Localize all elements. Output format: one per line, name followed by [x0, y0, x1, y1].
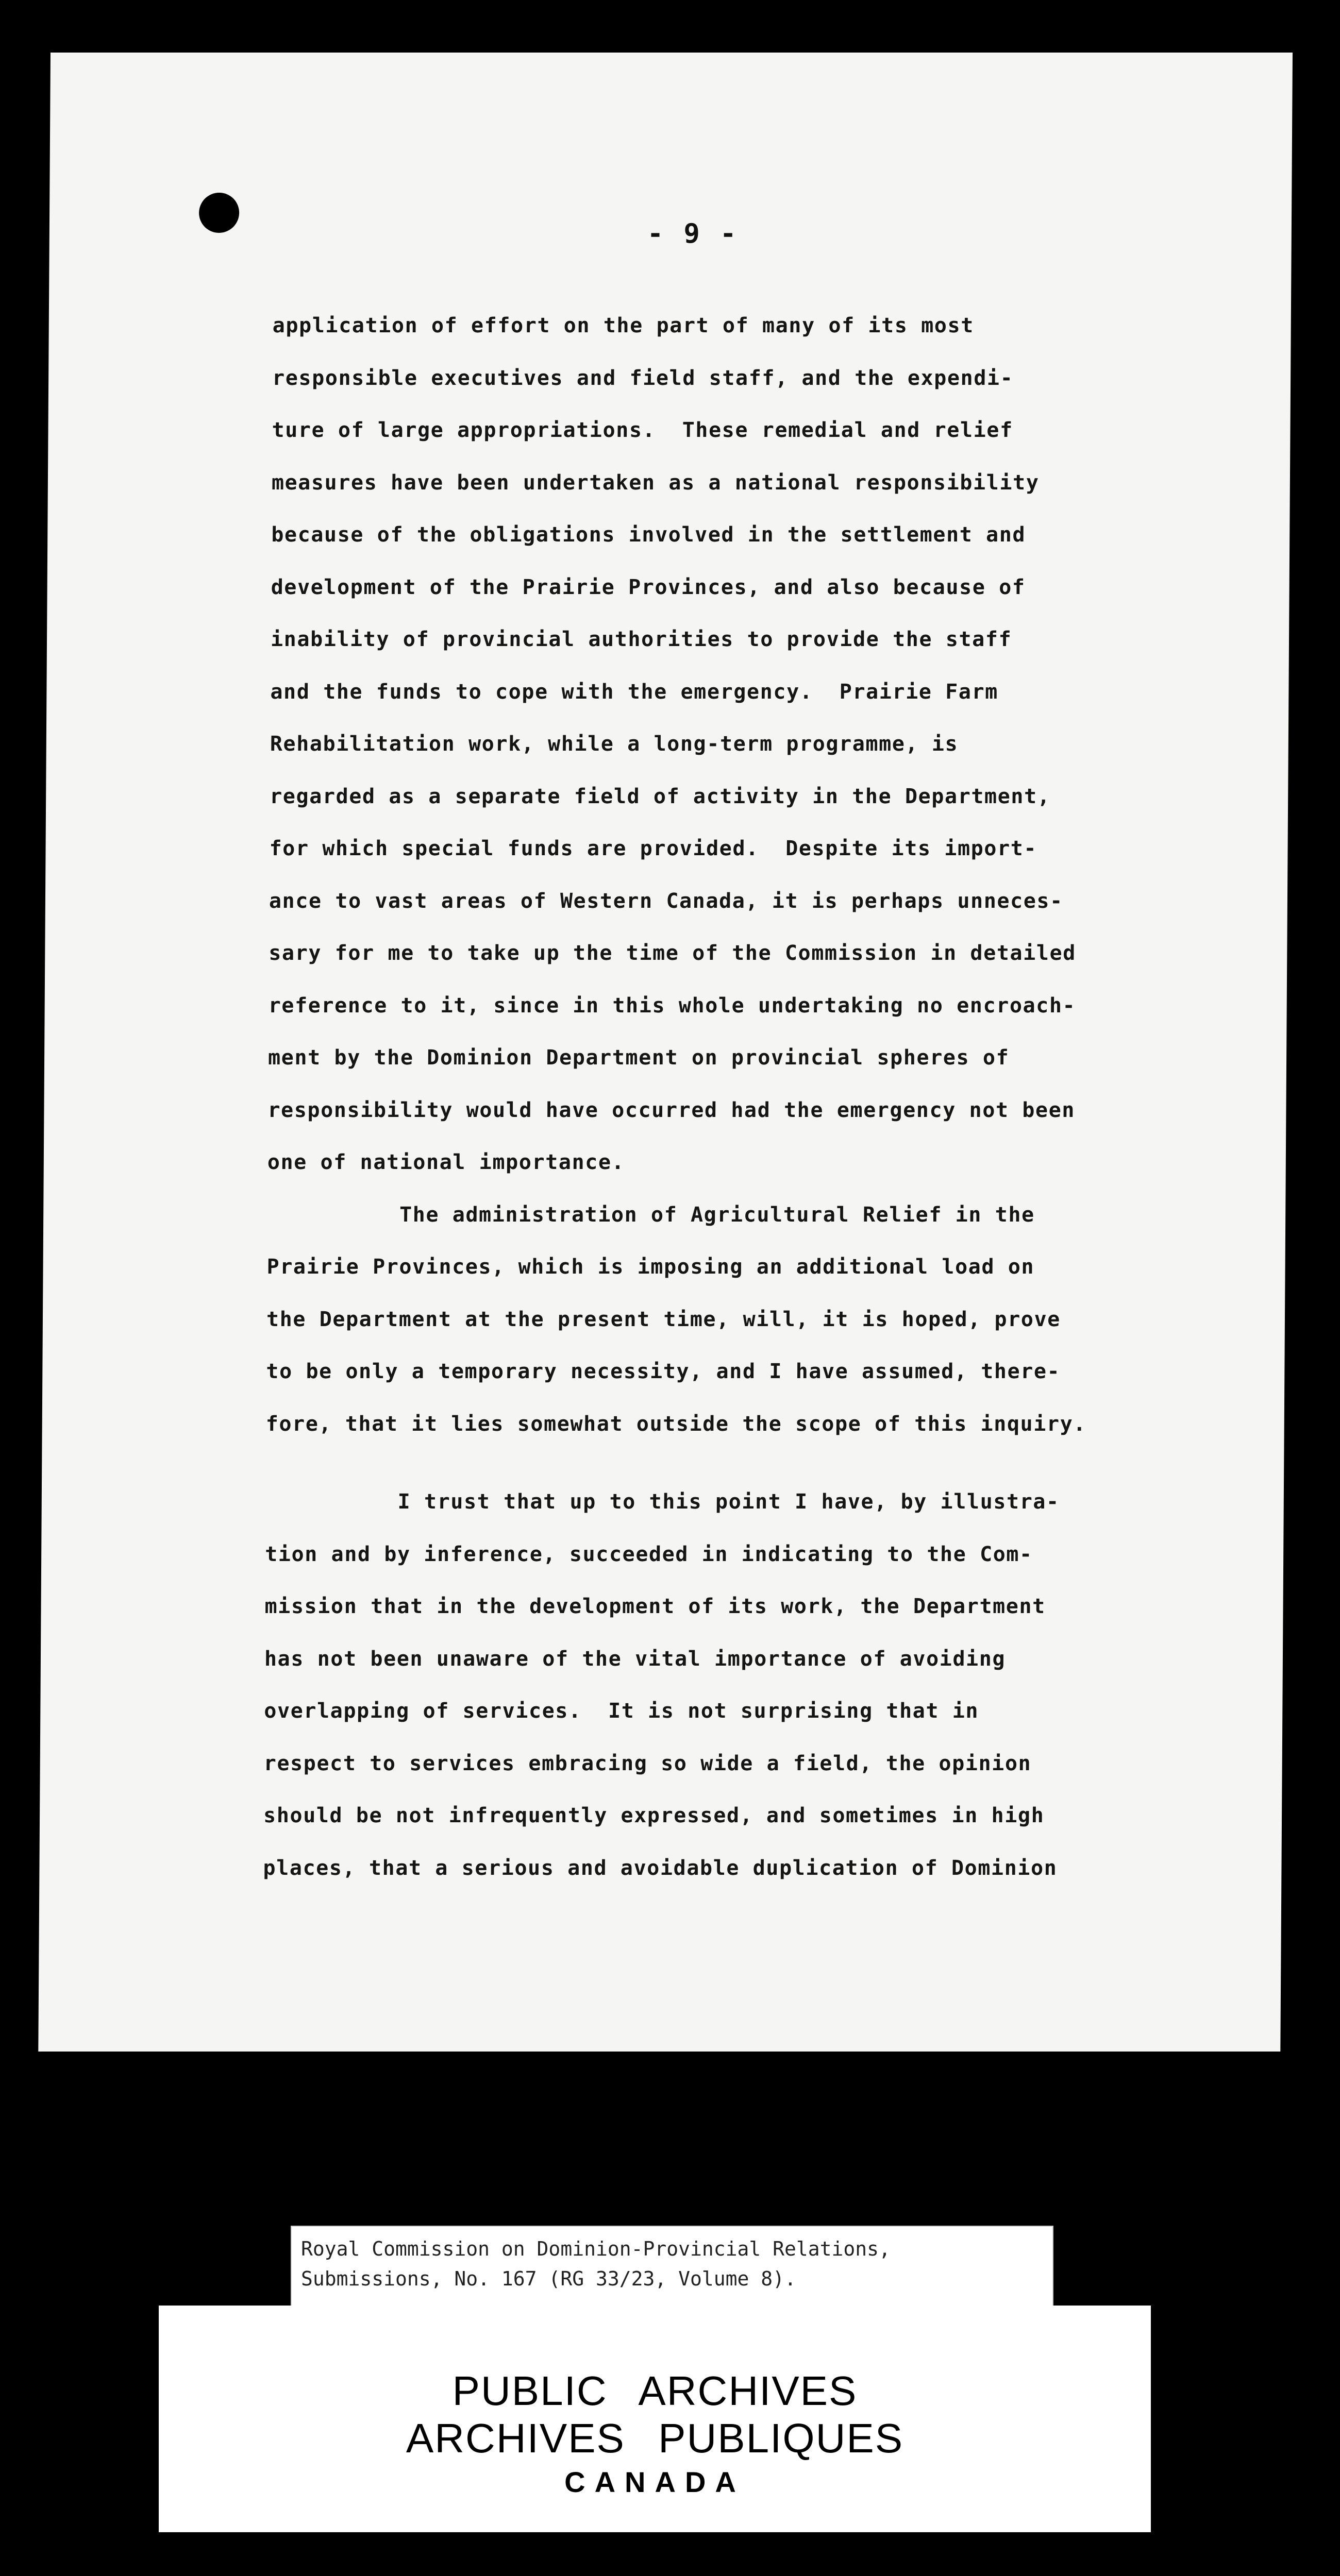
text-line: one of national importance. — [267, 1150, 625, 1174]
text-line: ment by the Dominion Department on provincial spheres of — [267, 1046, 1010, 1070]
archive-caption — [291, 2226, 1053, 2308]
text-line: and the funds to cope with the emergency. Prairie Farm — [270, 680, 999, 704]
text-line: overlapping of services. It is not surprising that in — [264, 1699, 979, 1723]
text-line: application of effort on the part of many of its most — [272, 314, 975, 337]
paragraph-2 — [265, 1197, 1277, 1459]
text-line: for which special funds are provided. Despite its import- — [269, 837, 1037, 860]
text-line: mission that in the development of its work, the Department — [264, 1595, 1046, 1618]
text-line: sary for me to take up the time of the Commission in detailed — [269, 941, 1077, 965]
text-line: inability of provincial authorities to provide the staff — [270, 628, 1012, 651]
text-line: because of the obligations involved in the settlement and — [271, 523, 1026, 547]
archives-stamp — [159, 2306, 1151, 2532]
text-line: ture of large appropriations. These remedial and relief — [272, 418, 1013, 442]
text-line: ance to vast areas of Western Canada, it is perhaps unneces- — [269, 889, 1064, 913]
text-line: responsibility would have occurred had the emergency not been — [267, 1098, 1076, 1122]
paragraph-1 — [267, 308, 1283, 1197]
text-line: regarded as a separate field of activity in the Department, — [270, 784, 1051, 808]
text-line: places, that a serious and avoidable duplication of Dominion — [263, 1856, 1058, 1880]
caption-line-2: Submissions, No. 167 (RG 33/23, Volume 8). — [301, 2267, 796, 2290]
paragraph-3 — [263, 1484, 1276, 1902]
text-line: has not been unaware of the vital importance of avoiding — [264, 1647, 1006, 1671]
stamp-line-3: CANADA — [564, 2466, 745, 2498]
text-line: The administration of Agricultural Relief in the — [267, 1202, 1035, 1227]
text-line: tion and by inference, succeeded in indicating to the Com- — [265, 1542, 1033, 1566]
caption-line-1: Royal Commission on Dominion-Provincial Relations, — [301, 2238, 891, 2260]
text-line: the Department at the present time, will, it is hoped, prove — [266, 1307, 1061, 1331]
text-line: Rehabilitation work, while a long-term programme, is — [270, 732, 959, 756]
paragraph-gap — [265, 1458, 1276, 1484]
text-line: reference to it, since in this whole undertaking no encroach- — [268, 993, 1076, 1018]
text-line: respect to services embracing so wide a field, the opinion — [263, 1751, 1032, 1775]
text-line: Prairie Provinces, which is imposing an additional load on — [266, 1255, 1035, 1279]
stamp-line-1: PUBLIC ARCHIVES — [452, 2368, 858, 2414]
text-line: responsible executives and field staff, and the expendi- — [272, 366, 1014, 390]
document-page — [38, 53, 1293, 2052]
punch-hole — [199, 193, 239, 233]
text-line: I trust that up to this point I have, by illustra- — [265, 1490, 1060, 1514]
page-number: - 9 - — [647, 218, 739, 249]
text-line: to be only a temporary necessity, and I have assumed, there- — [266, 1360, 1061, 1383]
document-body — [263, 308, 1283, 1902]
text-line: should be not infrequently expressed, and sometimes in high — [263, 1804, 1045, 1827]
text-line: fore, that it lies somewhat outside the scope of this inquiry. — [265, 1412, 1087, 1436]
text-line: measures have been undertaken as a national responsibility — [271, 470, 1040, 495]
stamp-line-2: ARCHIVES PUBLIQUES — [406, 2415, 904, 2461]
text-line: development of the Prairie Provinces, and also because of — [271, 575, 1026, 599]
